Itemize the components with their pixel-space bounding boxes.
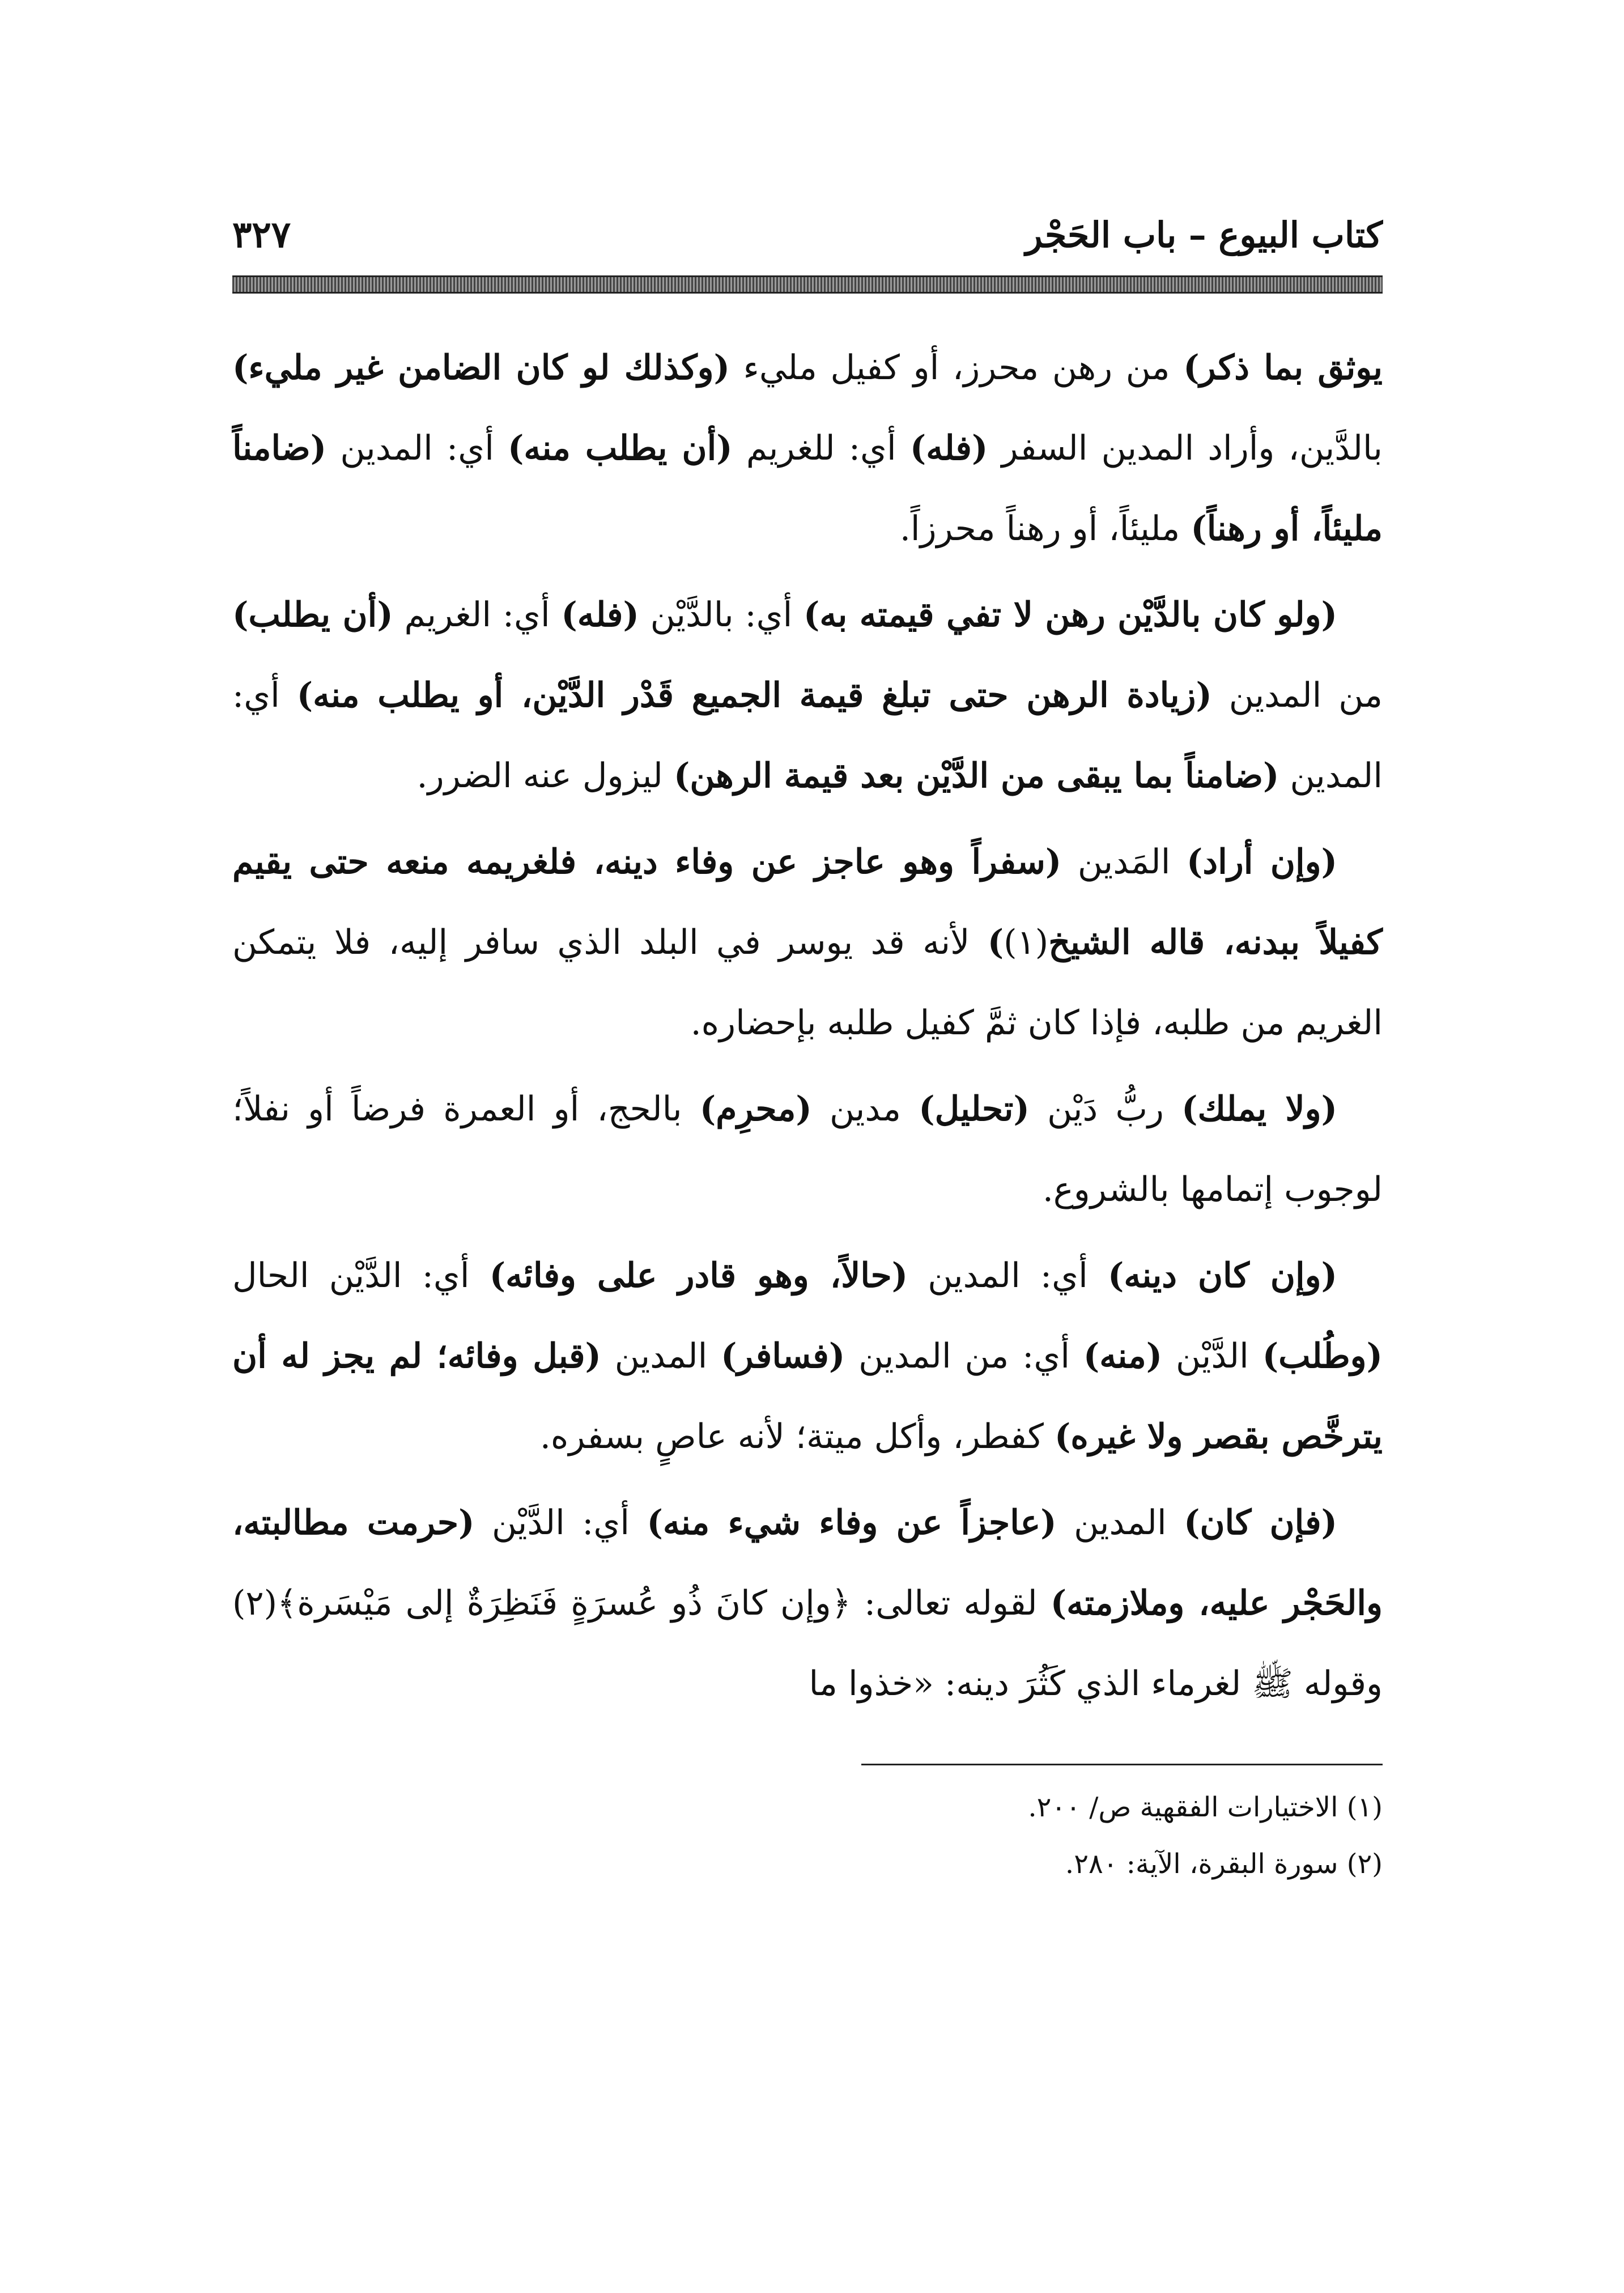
commentary-text: مليئاً، أو رهناً محرزاً. bbox=[899, 509, 1191, 549]
footnote-text: الاختيارات الفقهية ص/ ٢٠٠. bbox=[1028, 1791, 1338, 1823]
bold-matn-text: (فسافر) bbox=[721, 1336, 845, 1376]
footnotes bbox=[232, 1779, 1383, 1892]
commentary-text: مدين bbox=[811, 1089, 919, 1129]
commentary-text: المدين bbox=[601, 1336, 721, 1376]
paragraph bbox=[232, 328, 1383, 569]
bold-matn-text: (ولو كان بالدَّيْن رهن لا تفي قيمته به) bbox=[804, 595, 1337, 635]
commentary-text: ربُّ دَيْن bbox=[1029, 1089, 1182, 1129]
paragraph bbox=[232, 1483, 1383, 1724]
bold-matn-text: (حرمت مطالبته، والحَجْر عليه، وملازمته) bbox=[232, 1503, 1383, 1623]
commentary-text: من رهن محرز، أو كفيل مليء bbox=[730, 348, 1184, 388]
bold-matn-text: (فله) bbox=[561, 595, 639, 635]
commentary-text: لأنه قد يوسر في البلد الذي سافر إليه، فلا يتمكن الغريم من طلبه، فإذا كان ثمَّ كفيل طلبه بإحضاره. bbox=[232, 923, 1383, 1043]
commentary-text: بالحج، أو العمرة فرضاً أو نفلاً؛ لوجوب إتمامها بالشروع. bbox=[232, 1089, 1383, 1209]
commentary-text: أي: من المدين bbox=[845, 1336, 1083, 1376]
bold-matn-text: (منه) bbox=[1083, 1336, 1163, 1376]
bold-matn-text: ) bbox=[987, 923, 1004, 962]
bold-matn-text: (محرِم) bbox=[699, 1089, 812, 1129]
bold-matn-text: (أن يطلب) bbox=[232, 595, 393, 635]
body-text bbox=[232, 328, 1383, 1724]
book-page bbox=[232, 204, 1383, 2222]
commentary-text: أي: للغريم bbox=[732, 428, 910, 468]
bold-matn-text: يوثق بما ذكر) bbox=[1183, 348, 1383, 388]
running-title: كتاب البيوع – باب الحَجْر bbox=[1025, 214, 1383, 256]
commentary-text: كفطر، وأكل ميتة؛ لأنه عاصٍ بسفره. bbox=[539, 1417, 1055, 1457]
paragraph bbox=[232, 575, 1383, 816]
bold-matn-text: (ضامناً مليئاً، أو رهناً) bbox=[232, 428, 1383, 549]
bold-matn-text: (حالاً، وهو قادر على وفائه) bbox=[489, 1256, 908, 1296]
commentary-text: بالدَّين، وأراد المدين السفر bbox=[988, 428, 1383, 468]
bold-matn-text: (أن يطلب منه) bbox=[508, 428, 733, 468]
bold-matn-text: (سفراً وهو عاجز عن وفاء دينه، فلغريمه منعه حتى يقيم كفيلاً ببدنه، قاله الشيخ bbox=[232, 842, 1383, 962]
commentary-text: ليزول عنه الضرر. bbox=[416, 756, 674, 796]
commentary-text: الدَّيْن bbox=[1162, 1336, 1262, 1376]
commentary-text: أي: المدين bbox=[232, 676, 1383, 796]
paragraph bbox=[232, 822, 1383, 1063]
footnote-text: سورة البقرة، الآية: ٢٨٠. bbox=[1065, 1848, 1338, 1880]
running-header bbox=[232, 204, 1383, 272]
commentary-text: أي: المدين bbox=[326, 428, 508, 468]
bold-matn-text: (فله) bbox=[909, 428, 988, 468]
commentary-text: أي: الغريم bbox=[393, 595, 562, 635]
bold-matn-text: (فإن كان) bbox=[1184, 1503, 1338, 1543]
bold-matn-text: (وإن أراد) bbox=[1187, 842, 1337, 882]
commentary-text: من المدين bbox=[1211, 676, 1383, 715]
bold-matn-text: (وكذلك لو كان الضامن غير مليء) bbox=[232, 348, 730, 388]
footnote-marker: (٢) bbox=[1346, 1848, 1383, 1880]
page-number: ٣٢٧ bbox=[232, 214, 291, 256]
bold-matn-text: (وإن كان دينه) bbox=[1107, 1256, 1337, 1296]
bold-matn-text: (ولا يملك) bbox=[1181, 1089, 1337, 1129]
header-rule bbox=[232, 275, 1383, 294]
commentary-text: أي: الدَّيْن bbox=[474, 1503, 647, 1543]
footnote bbox=[232, 1836, 1383, 1892]
commentary-text: أي: المدين bbox=[908, 1256, 1108, 1296]
bold-matn-text: (وطُلب) bbox=[1262, 1336, 1383, 1376]
commentary-text: أي: الدَّيْن الحال bbox=[232, 1256, 490, 1296]
paragraph bbox=[232, 1235, 1383, 1477]
bold-matn-text: (زيادة الرهن حتى تبلغ قيمة الجميع قَدْر الدَّيْن، أو يطلب منه) bbox=[296, 676, 1212, 715]
paragraph bbox=[232, 1069, 1383, 1230]
commentary-text: (١) bbox=[1004, 923, 1049, 962]
commentary-text: أي: بالدَّيْن bbox=[639, 595, 804, 635]
commentary-text: المَدين bbox=[1061, 842, 1187, 882]
bold-matn-text: (عاجزاً عن وفاء شيء منه) bbox=[647, 1503, 1057, 1543]
commentary-text: المدين bbox=[1056, 1503, 1184, 1543]
footnote-separator bbox=[861, 1764, 1383, 1765]
bold-matn-text: (ضامناً بما يبقى من الدَّيْن بعد قيمة الرهن) bbox=[674, 756, 1279, 796]
commentary-text: لقوله تعالى: ﴿وإن كانَ ذُو عُسرَةٍ فَنَظِرَةٌ إلى مَيْسَرة﴾(٢) وقوله ﷺ لغرماء الذي كَثُرَ دينه: «خذوا ما bbox=[232, 1583, 1383, 1704]
bold-matn-text: (تحليل) bbox=[919, 1089, 1030, 1129]
bold-matn-text: (قبل وفائه؛ لم يجز له أن يترخَّص بقصر ولا غيره) bbox=[232, 1336, 1383, 1457]
footnote-marker: (١) bbox=[1346, 1791, 1383, 1823]
footnote bbox=[232, 1779, 1383, 1836]
